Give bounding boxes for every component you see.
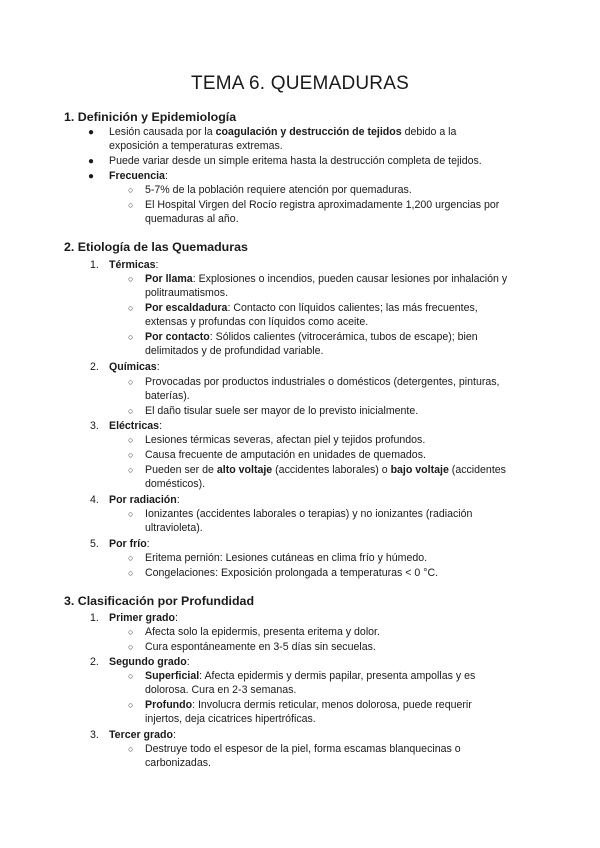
sub-item: Profundo: Involucra dermis reticular, menos dolorosa, puede requerir [145,699,472,711]
sub-item: Por escaldadura: Contacto con líquidos calientes; las más frecuentes, [145,302,478,314]
list-item: Puede variar desde un simple eritema hasta la destrucción completa de tejidos. [109,155,482,167]
sub-item: Superficial: Afecta epidermis y dermis papilar, presenta ampollas y es [145,670,476,682]
sub-item: El Hospital Virgen del Rocío registra aproximadamente 1,200 urgencias por [145,199,500,211]
numbered-item: Primer grado: [109,612,178,624]
sub-item-cont: politraumatismos. [145,287,229,299]
numbered-item: Térmicas: [109,259,159,271]
bullet-circle: ○ [128,332,134,342]
sub-item: Eritema pernión: Lesiones cutáneas en clima frío y húmedo. [145,552,428,564]
bullet-circle: ○ [128,377,134,387]
numbered-item: Tercer grado: [109,729,176,741]
sub-item: Congelaciones: Exposición prolongada a temperaturas < 0 °C. [145,567,439,579]
bullet-circle: ○ [128,744,134,754]
sub-item-cont: ultravioleta). [145,522,203,534]
bullet-circle: ○ [128,568,134,578]
section-heading-clasificacion: 3. Clasificación por Profundidad [64,594,255,608]
sub-item: Destruye todo el espesor de la piel, forma escamas blanquecinas o [145,743,461,755]
sub-item-cont: extensas y profundas con líquidos como aceite. [145,316,369,328]
list-number: 3. [90,420,99,432]
bullet-circle: ○ [128,406,134,416]
bullet-dot: ● [88,127,95,138]
sub-item-cont: domésticos). [145,478,206,490]
sub-item-cont: carbonizadas. [145,757,211,769]
bullet-circle: ○ [128,274,134,284]
section-heading-definicion: 1. Definición y Epidemiología [64,110,237,124]
bullet-dot: ● [88,156,95,167]
list-item: Lesión causada por la coagulación y destrucción de tejidos debido a la [109,126,457,138]
sub-item-cont: injertos, deja cicatrices hipertróficas. [145,713,316,725]
numbered-item: Por frío: [109,538,150,550]
sub-item: El daño tisular suele ser mayor de lo previsto inicialmente. [145,405,419,417]
list-number: 2. [90,361,99,373]
bullet-circle: ○ [128,700,134,710]
bullet-circle: ○ [128,465,134,475]
sub-item: Causa frecuente de amputación en unidades de quemados. [145,449,426,461]
bullet-circle: ○ [128,303,134,313]
list-number: 1. [90,612,99,624]
bullet-circle: ○ [128,627,134,637]
bullet-circle: ○ [128,435,134,445]
list-item: Frecuencia: [109,170,168,182]
sub-item: Pueden ser de alto voltaje (accidentes laborales) o bajo voltaje (accidentes [145,464,506,476]
bullet-circle: ○ [128,200,134,210]
sub-item-cont: baterías). [145,390,190,402]
bullet-circle: ○ [128,642,134,652]
list-number: 4. [90,494,99,506]
sub-item-cont: quemaduras al año. [145,213,239,225]
bullet-circle: ○ [128,185,134,195]
bullet-dot: ● [88,171,95,182]
page-title: TEMA 6. QUEMADURAS [191,73,409,94]
bullet-circle: ○ [128,450,134,460]
sub-item: Cura espontáneamente en 3-5 días sin secuelas. [145,641,376,653]
sub-item: Por llama: Explosiones o incendios, pueden causar lesiones por inhalación y [145,273,508,285]
sub-item: Afecta solo la epidermis, presenta eritema y dolor. [145,626,380,638]
list-number: 1. [90,259,99,271]
sub-item-cont: delimitados y de profundidad variable. [145,345,324,357]
list-number: 2. [90,656,99,668]
numbered-item: Químicas: [109,361,160,373]
sub-item: 5-7% de la población requiere atención por quemaduras. [145,184,412,196]
sub-item: Ionizantes (accidentes laborales o terapias) y no ionizantes (radiación [145,508,473,520]
sub-item: Por contacto: Sólidos calientes (vitrocerámica, tubos de escape); bien [145,331,478,343]
list-number: 3. [90,729,99,741]
list-number: 5. [90,538,99,550]
sub-item-cont: dolorosa. Cura en 2-3 semanas. [145,684,297,696]
sub-item: Lesiones térmicas severas, afectan piel y tejidos profundos. [145,434,426,446]
section-heading-etiologia: 2. Etiología de las Quemaduras [64,240,248,254]
sub-item: Provocadas por productos industriales o domésticos (detergentes, pinturas, [145,376,500,388]
bullet-circle: ○ [128,553,134,563]
list-item-cont: exposición a temperaturas extremas. [109,140,283,152]
bullet-circle: ○ [128,671,134,681]
numbered-item: Segundo grado: [109,656,190,668]
bullet-circle: ○ [128,509,134,519]
numbered-item: Por radiación: [109,494,180,506]
numbered-item: Eléctricas: [109,420,163,432]
